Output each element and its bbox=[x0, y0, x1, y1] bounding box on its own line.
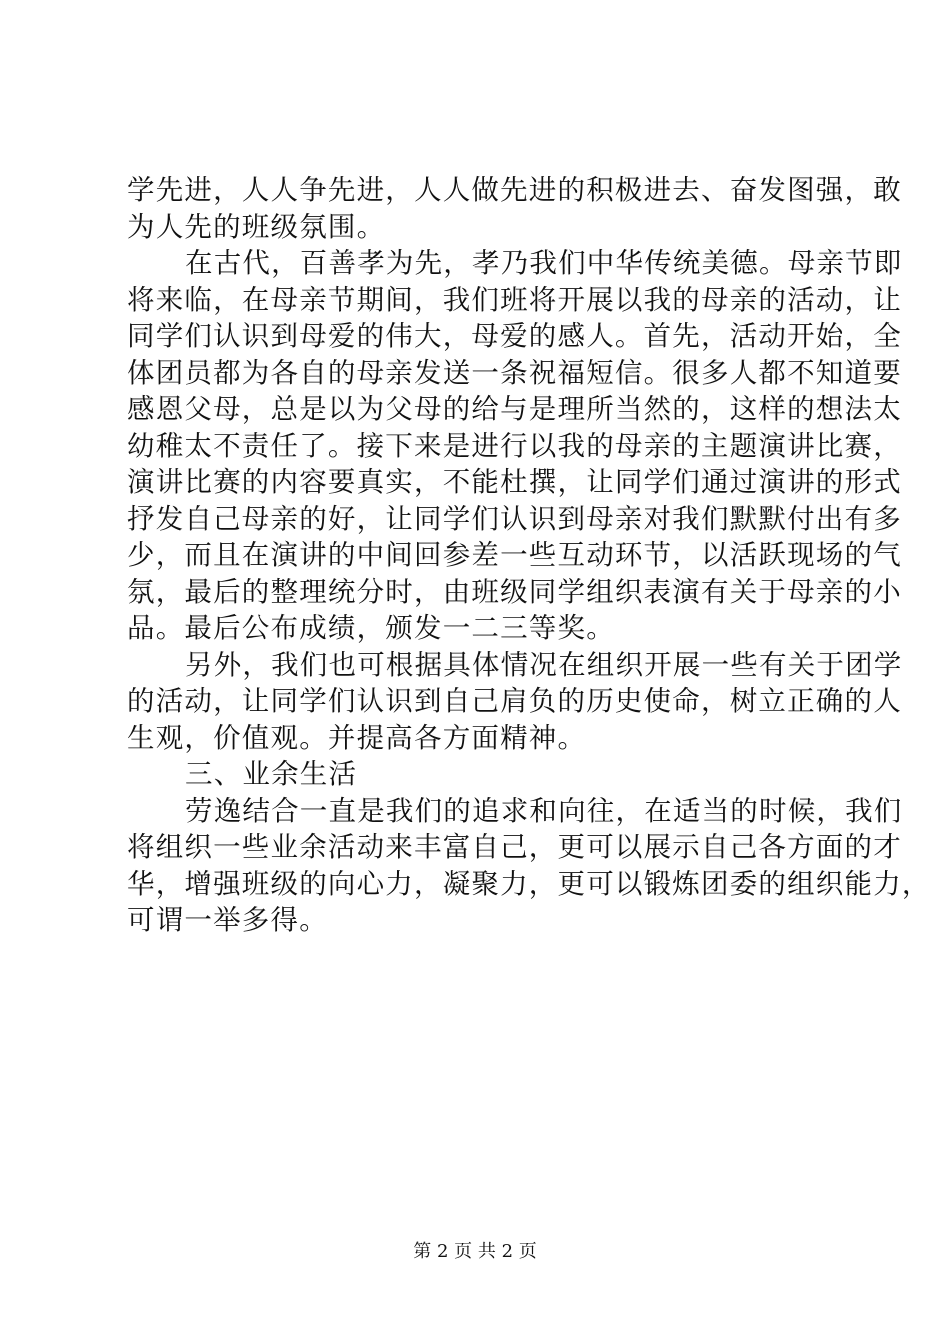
text-line: 体团员都为各自的母亲发送一条祝福短信。很多人都不知道要 bbox=[127, 356, 902, 389]
page-number-label: 第 2 页 共 2 页 bbox=[413, 1241, 537, 1262]
text-line: 幼稚太不责任了。接下来是进行以我的母亲的主题演讲比赛， bbox=[127, 429, 902, 462]
text-line: 将组织一些业余活动来丰富自己，更可以展示自己各方面的才 bbox=[127, 831, 902, 863]
text-line: 生观，价值观。并提高各方面精神。 bbox=[127, 721, 587, 754]
page-footer bbox=[0, 1241, 950, 1263]
text-line: 少，而且在演讲的中间回参差一些互动环节，以活跃现场的气 bbox=[127, 539, 902, 571]
text-line: 演讲比赛的内容要真实，不能杜撰，让同学们通过演讲的形式 bbox=[127, 466, 902, 498]
text-line: 同学们认识到母爱的伟大，母爱的感人。首先，活动开始，全 bbox=[127, 320, 902, 352]
text-line: 为人先的班级氛围。 bbox=[127, 210, 386, 243]
text-line: 感恩父母，总是以为父母的给与是理所当然的，这样的想法太 bbox=[127, 393, 902, 425]
text-line: 将来临，在母亲节期间，我们班将开展以我的母亲的活动，让 bbox=[127, 283, 902, 316]
section-heading: 三、业余生活 bbox=[185, 758, 358, 790]
text-line: 华，增强班级的向心力，凝聚力，更可以锻炼团委的组织能力， bbox=[127, 867, 931, 900]
text-line: 品。最后公布成绩，颁发一二三等奖。 bbox=[127, 612, 615, 644]
text-line: 可谓一举多得。 bbox=[127, 904, 328, 936]
text-line: 抒发自己母亲的好，让同学们认识到母亲对我们默默付出有多 bbox=[127, 502, 902, 535]
paragraph-start-line: 另外，我们也可根据具体情况在组织开展一些有关于团学 bbox=[185, 648, 903, 681]
paragraph-start-line: 在古代，百善孝为先，孝乃我们中华传统美德。母亲节即 bbox=[185, 247, 903, 279]
text-line: 的活动，让同学们认识到自己肩负的历史使命，树立正确的人 bbox=[127, 685, 902, 717]
text-line: 氛，最后的整理统分时，由班级同学组织表演有关于母亲的小 bbox=[127, 575, 902, 608]
text-line: 学先进，人人争先进，人人做先进的积极进去、奋发图强，敢 bbox=[127, 174, 902, 206]
paragraph-start-line: 劳逸结合一直是我们的追求和向往，在适当的时候，我们 bbox=[185, 794, 903, 827]
document-body bbox=[127, 172, 931, 939]
